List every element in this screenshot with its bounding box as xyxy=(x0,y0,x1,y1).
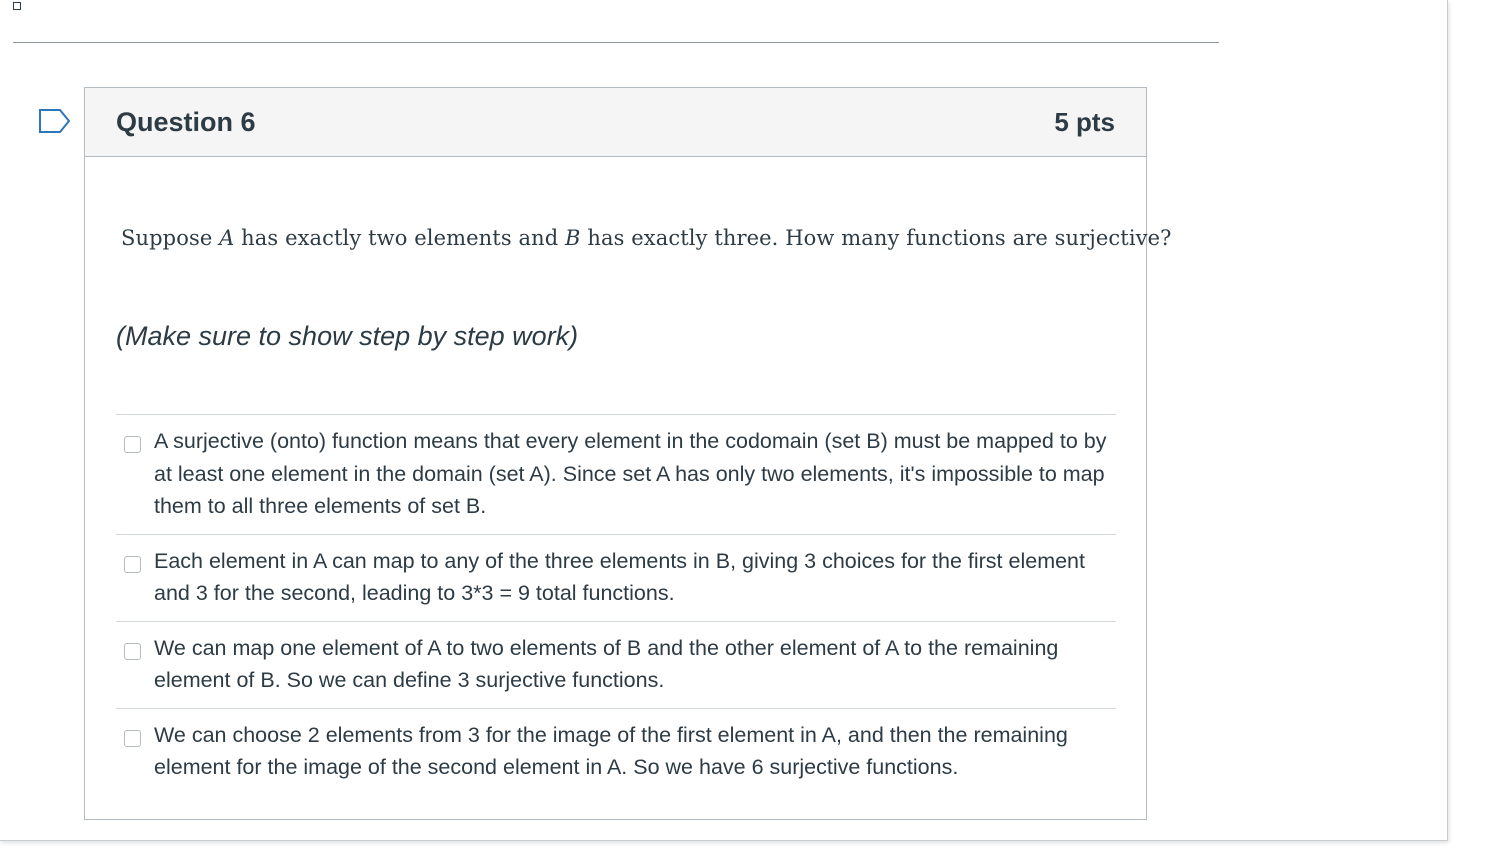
answer-option-2[interactable] xyxy=(116,535,1116,622)
set-a-variable: A xyxy=(219,226,235,250)
question-points: 5 pts xyxy=(1054,106,1115,137)
answer-checkbox[interactable] xyxy=(124,556,141,573)
prompt-text: has exactly three. How many functions are surjective? xyxy=(580,226,1172,250)
question-card xyxy=(84,87,1172,820)
answer-checkbox[interactable] xyxy=(124,436,141,453)
answer-label: A surjective (onto) function means that every element in the codomain (set B) must be mapped to by at least one element in the domain (set A). Since set A has only two elements, it's impossible to map them to all three elements of set B. xyxy=(154,429,1107,518)
answer-option-4[interactable] xyxy=(116,709,1116,795)
set-b-variable: B xyxy=(565,226,581,250)
prompt-text: Suppose xyxy=(121,226,220,250)
answer-option-1[interactable] xyxy=(116,415,1116,535)
answer-checkbox[interactable] xyxy=(124,643,141,660)
question-title: Question 6 xyxy=(116,106,256,137)
square-icon xyxy=(13,2,21,10)
answer-label: We can map one element of A to two elements of B and the other element of A to the remaining element of B. So we can define 3 surjective functions. xyxy=(154,635,1059,692)
answer-list xyxy=(116,414,1116,795)
answer-label: We can choose 2 elements from 3 for the image of the first element in A, and then the remaining element for the image of the second element in A. So we have 6 surjective functions. xyxy=(154,722,1068,779)
answer-option-3[interactable] xyxy=(116,622,1116,709)
question-header xyxy=(85,88,1146,157)
answer-label: Each element in A can map to any of the three elements in B, giving 3 choices for the first element and 3 for the second, leading to 3*3 = 9 total functions. xyxy=(154,548,1085,605)
prompt-text: has exactly two elements and xyxy=(234,226,566,250)
question-prompt xyxy=(121,226,1172,250)
flag-question-icon[interactable] xyxy=(38,107,72,135)
answer-checkbox[interactable] xyxy=(124,730,141,747)
divider xyxy=(13,42,1219,43)
question-note: (Make sure to show step by step work) xyxy=(116,321,579,351)
